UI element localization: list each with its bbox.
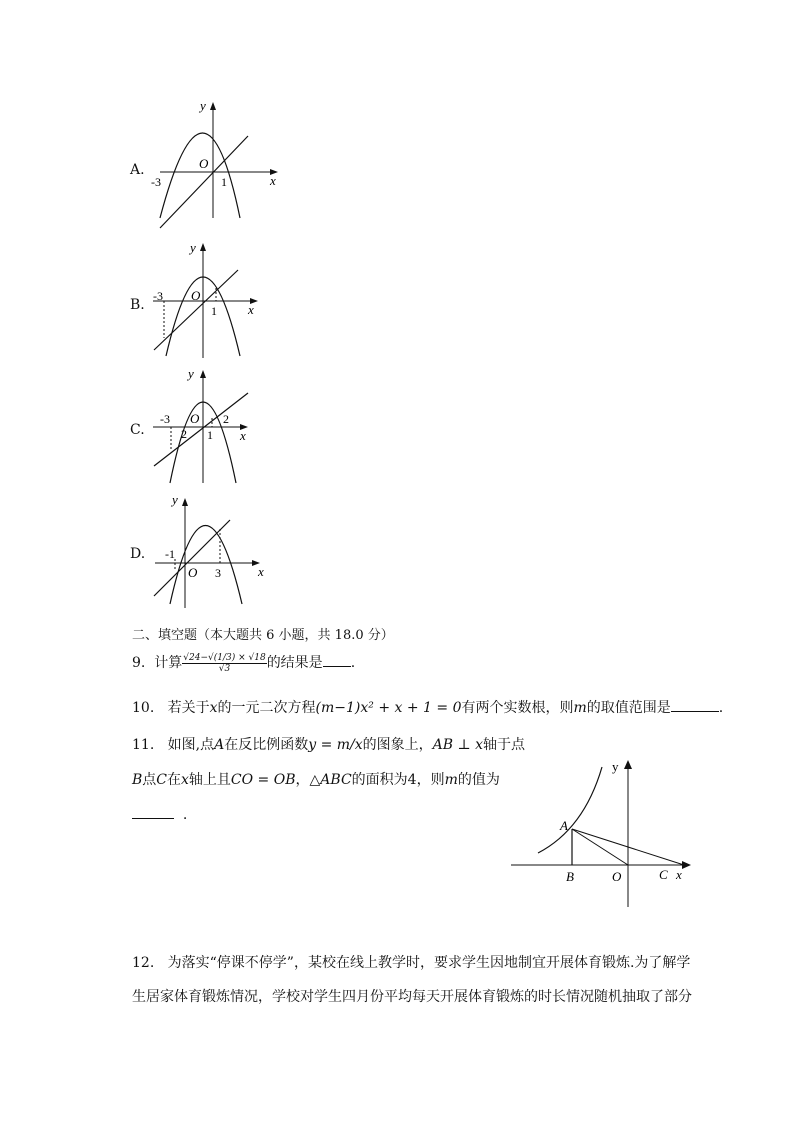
q11-text: 在反比例函数: [224, 737, 309, 753]
origin-label: O: [199, 156, 209, 171]
option-a-label: A.: [130, 162, 145, 178]
q11-triangle: ABC: [320, 772, 352, 788]
q11-point-a: A: [214, 737, 225, 753]
q11-area: 4: [407, 772, 417, 788]
q11-text: 的面积为: [351, 772, 408, 788]
q10-var: x: [209, 700, 218, 716]
tick-2-upper: 2: [223, 412, 229, 426]
y-axis-arrow: [200, 243, 206, 251]
option-c-graph: [148, 366, 260, 486]
q10-equation: (m−1)x² + x + 1 = 0: [315, 700, 462, 716]
y-label: y: [190, 240, 196, 255]
question-9: [132, 652, 355, 674]
y-axis-arrow: [210, 102, 216, 110]
question-11-line2: [132, 769, 500, 789]
tick-neg1: -1: [165, 547, 175, 561]
q11-text: ，△: [295, 772, 321, 788]
point-c-label: C: [659, 867, 668, 882]
q11-function: y = m/x: [308, 737, 363, 753]
point-o-label: O: [612, 869, 622, 884]
line: [154, 393, 248, 466]
tick-neg3: -3: [153, 289, 163, 303]
y-label: y: [200, 98, 206, 113]
q11-text: 在: [167, 772, 182, 788]
q11-answer-blank[interactable]: [132, 804, 174, 819]
x-label: x: [248, 302, 254, 317]
q11-point-c: C: [156, 772, 168, 788]
origin-label: O: [190, 411, 200, 426]
q9-pre: 计算: [154, 655, 183, 671]
tick-2-lower: 2: [181, 427, 187, 441]
question-10: [132, 697, 723, 717]
option-d-label: D.: [130, 546, 146, 562]
y-axis-arrow: [200, 370, 206, 378]
q12-number: 12.: [132, 955, 155, 971]
point-b-label: B: [566, 869, 574, 884]
q11-text: 如图,点: [167, 737, 215, 753]
question-11-line1: [132, 734, 525, 754]
x-label: x: [258, 564, 264, 579]
option-d-graph: [150, 492, 270, 612]
tick-neg3: -3: [160, 412, 170, 426]
hyperbola: [538, 767, 602, 853]
y-label: y: [188, 366, 194, 381]
q9-post: 的结果是: [266, 655, 323, 671]
q11-m: m: [444, 772, 458, 788]
q11-point-b: B: [132, 772, 143, 788]
q11-text: ，则: [416, 772, 445, 788]
q11-text: 点: [142, 772, 157, 788]
q10-post: 有两个实数根，则: [461, 700, 574, 716]
q11-text: 的值为: [457, 772, 500, 788]
point-a-label: A: [560, 818, 568, 833]
q11-text: 的图象上，: [362, 737, 433, 753]
x-label: x: [240, 428, 246, 443]
segment-ao: [572, 829, 628, 865]
q9-end: .: [350, 655, 356, 671]
question-12-line2: [132, 986, 692, 1006]
q11-perp: AB ⊥ x: [432, 737, 484, 753]
q11-equation: CO = OB: [230, 772, 296, 788]
y-axis-arrow: [624, 760, 632, 769]
section-title: 二、填空题（本大题共 6 小题，共 18.0 分）: [132, 628, 394, 643]
option-c-label: C.: [130, 422, 145, 438]
x-label: x: [270, 173, 276, 188]
tick-neg3: -3: [151, 175, 161, 189]
q11-end: .: [182, 807, 188, 823]
q9-answer-blank[interactable]: [323, 652, 351, 667]
q9-number: 9.: [132, 655, 146, 671]
tick-1: 1: [221, 175, 227, 189]
q10-post2: 的取值范围是: [586, 700, 671, 716]
origin-label: O: [188, 565, 198, 580]
y-axis-arrow: [182, 498, 188, 506]
q9-numerator: √24−√(1/3) × √18: [183, 652, 266, 663]
y-label: y: [172, 492, 178, 507]
q11-x: x: [181, 772, 189, 788]
tick-1: 1: [207, 428, 213, 442]
origin-label: O: [191, 288, 201, 303]
q10-end: .: [718, 700, 724, 716]
parabola: [160, 133, 240, 218]
q9-denominator: √3: [218, 663, 231, 674]
tick-1: 1: [211, 304, 217, 318]
line: [160, 136, 248, 228]
question-11-line3: [132, 804, 187, 823]
q11-text: 轴上且: [188, 772, 231, 788]
option-b-label: B.: [130, 297, 145, 313]
q10-answer-blank[interactable]: [671, 697, 719, 712]
option-a-graph: [150, 98, 285, 233]
q10-var2: m: [573, 700, 587, 716]
q11-number: 11.: [132, 737, 155, 753]
q11-figure: [508, 755, 703, 915]
q12-text-line1: 为落实“停课不停学”，某校在线上教学时，要求学生因地制宜开展体育锻炼.为了解学: [167, 955, 691, 971]
q10-mid: 的一元二次方程: [217, 700, 316, 716]
q12-text-line2: 生居家体育锻炼情况，学校对学生四月份平均每天开展体育锻炼的时长情况随机抽取了部分: [132, 989, 692, 1005]
option-b-graph: [148, 238, 268, 363]
y-label: y: [612, 759, 619, 774]
x-label: x: [676, 867, 682, 882]
q11-text: 轴于点: [483, 737, 526, 753]
q10-pre: 若关于: [167, 700, 210, 716]
line: [154, 270, 238, 350]
q10-number: 10.: [132, 700, 155, 716]
q9-fraction: [182, 653, 266, 674]
tick-3: 3: [215, 566, 221, 580]
parabola: [170, 526, 242, 605]
question-12-line1: [132, 952, 690, 972]
